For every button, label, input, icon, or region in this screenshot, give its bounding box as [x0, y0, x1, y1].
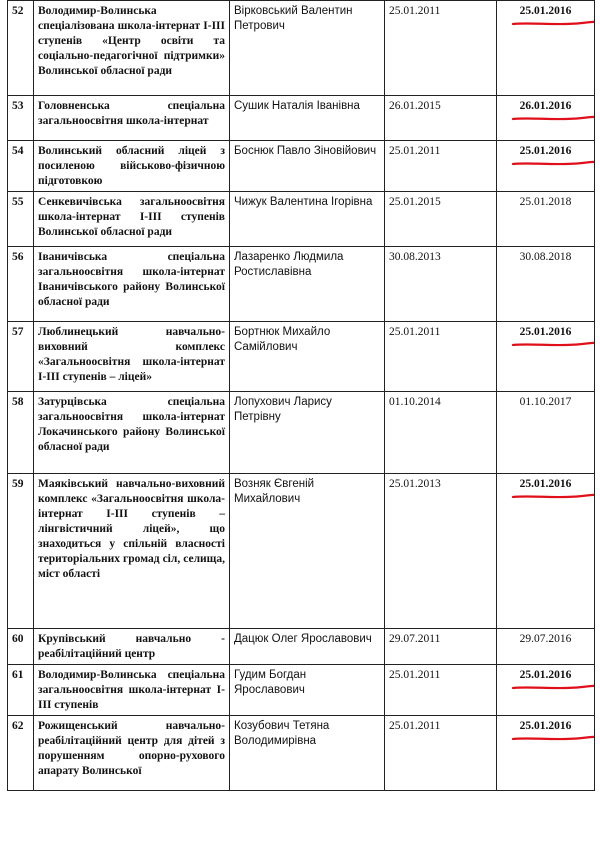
start-date-text: 25.01.2011	[389, 5, 441, 17]
end-date-cell	[497, 247, 595, 322]
table-row	[8, 192, 595, 247]
start-date-text: 30.08.2013	[389, 251, 441, 263]
director-cell	[230, 141, 385, 192]
table-row	[8, 474, 595, 629]
end-date-value	[520, 144, 572, 159]
director-text: Сушик Наталія Іванівна	[234, 100, 360, 112]
institution-text: Володимир-Волинська спеціальна загальноосвітня школа-інтернат І-ІІІ ступенів	[38, 669, 225, 711]
director-cell	[230, 392, 385, 474]
row-number-cell	[8, 322, 34, 392]
institution-text: Головненська спеціальна загальноосвітня школа-інтернат	[38, 100, 225, 127]
start-date-text: 25.01.2011	[389, 669, 441, 681]
start-date-cell	[385, 96, 497, 141]
table-row	[8, 1, 595, 96]
institution-text: Володимир-Волинська спеціалізована школа-інтернат І-ІІІ ступенів «Центр освіти та соціально-педагогічної підтримки» Волинської обласної ради	[38, 5, 225, 77]
registry-table	[7, 0, 595, 791]
director-text: Чижук Валентина Ігорівна	[234, 196, 373, 208]
start-date-text: 25.01.2011	[389, 145, 441, 157]
red-underline-mark	[512, 734, 582, 742]
director-text: Гудим Богдан Ярославович	[234, 669, 307, 696]
start-date-cell	[385, 1, 497, 96]
director-cell	[230, 247, 385, 322]
start-date-cell	[385, 192, 497, 247]
institution-text: Волинський обласний ліцей з посиленою військово-фізичною підготовкою	[38, 145, 225, 187]
institution-cell	[34, 247, 230, 322]
end-date-text: 25.01.2016	[519, 145, 572, 157]
end-date-text: 25.01.2018	[519, 196, 572, 208]
director-cell	[230, 1, 385, 96]
institution-cell	[34, 1, 230, 96]
start-date-cell	[385, 665, 497, 716]
start-date-text: 01.10.2014	[389, 396, 441, 408]
table-row	[8, 322, 595, 392]
end-date-value	[520, 477, 572, 492]
end-date-cell	[497, 1, 595, 96]
row-number-text: 54	[12, 145, 24, 157]
red-underline-mark	[512, 114, 582, 122]
end-date-value	[520, 99, 572, 114]
institution-text: Сенкевичівська загальноосвітня школа-інтернат І-ІІІ ступенів Волинської обласної ради	[38, 196, 225, 238]
start-date-cell	[385, 716, 497, 791]
row-number-text: 59	[12, 478, 24, 490]
start-date-text: 29.07.2011	[389, 633, 441, 645]
table-row	[8, 665, 595, 716]
director-text: Лазаренко Людмила Ростиславівна	[234, 251, 344, 278]
table-row	[8, 247, 595, 322]
row-number-text: 56	[12, 251, 24, 263]
red-underline-mark	[512, 340, 582, 348]
table-row	[8, 141, 595, 192]
row-number-cell	[8, 665, 34, 716]
end-date-text: 25.01.2016	[519, 720, 572, 732]
institution-text: Крупівський навчально - реабілітаційний центр	[38, 633, 225, 660]
director-text: Бортнюк Михайло Самійлович	[234, 326, 331, 353]
start-date-cell	[385, 141, 497, 192]
red-underline-mark	[512, 492, 582, 500]
table-row	[8, 392, 595, 474]
table-row	[8, 629, 595, 665]
end-date-value	[520, 195, 572, 210]
institution-cell	[34, 665, 230, 716]
row-number-text: 55	[12, 196, 24, 208]
row-number-text: 60	[12, 633, 24, 645]
institution-cell	[34, 322, 230, 392]
row-number-cell	[8, 247, 34, 322]
row-number-cell	[8, 1, 34, 96]
start-date-text: 25.01.2013	[389, 478, 441, 490]
end-date-text: 29.07.2016	[519, 633, 572, 645]
start-date-text: 25.01.2015	[389, 196, 441, 208]
director-cell	[230, 665, 385, 716]
institution-text: Маяківський навчально-виховний комплекс «Загальноосвітня школа-інтернат І-ІІІ ступенів – лінгвістичний ліцей», що знаходиться у спільній власності територіальних громад сіл, селища, міст області	[38, 478, 225, 580]
registry-table-body	[8, 1, 595, 791]
row-number-text: 61	[12, 669, 24, 681]
director-cell	[230, 96, 385, 141]
director-text: Боснюк Павло Зіновійович	[234, 145, 377, 157]
institution-cell	[34, 392, 230, 474]
row-number-cell	[8, 392, 34, 474]
red-underline-mark	[512, 159, 582, 167]
end-date-text: 30.08.2018	[519, 251, 572, 263]
row-number-text: 57	[12, 326, 24, 338]
row-number-cell	[8, 96, 34, 141]
institution-text: Рожищенський навчально-реабілітаційний центр для дітей з порушенням опорно-рухового апарату Волинської	[38, 720, 225, 777]
end-date-text: 25.01.2016	[519, 5, 572, 17]
table-row	[8, 716, 595, 791]
director-text: Вірковський Валентин Петрович	[234, 5, 353, 32]
end-date-text: 25.01.2016	[519, 326, 572, 338]
end-date-value	[520, 632, 572, 647]
end-date-cell	[497, 141, 595, 192]
director-text: Козубович Тетяна Володимирівна	[234, 720, 330, 747]
director-cell	[230, 322, 385, 392]
row-number-cell	[8, 629, 34, 665]
end-date-value	[520, 4, 572, 19]
end-date-value	[520, 668, 572, 683]
start-date-cell	[385, 392, 497, 474]
director-cell	[230, 716, 385, 791]
institution-cell	[34, 141, 230, 192]
end-date-value	[520, 325, 572, 340]
institution-cell	[34, 192, 230, 247]
row-number-cell	[8, 716, 34, 791]
institution-cell	[34, 96, 230, 141]
director-cell	[230, 474, 385, 629]
end-date-cell	[497, 665, 595, 716]
end-date-cell	[497, 96, 595, 141]
institution-cell	[34, 629, 230, 665]
director-text: Лопухович Ларису Петрівну	[234, 396, 332, 423]
end-date-cell	[497, 474, 595, 629]
end-date-value	[520, 395, 572, 410]
start-date-cell	[385, 474, 497, 629]
end-date-text: 25.01.2016	[519, 669, 572, 681]
end-date-cell	[497, 629, 595, 665]
end-date-text: 26.01.2016	[519, 100, 572, 112]
institution-text: Затурцівська спеціальна загальноосвітня школа-інтернат Локачинського району Волинської обласної ради	[38, 396, 225, 453]
institution-cell	[34, 474, 230, 629]
row-number-cell	[8, 474, 34, 629]
start-date-text: 25.01.2011	[389, 326, 441, 338]
start-date-cell	[385, 322, 497, 392]
red-underline-mark	[512, 683, 582, 691]
start-date-text: 26.01.2015	[389, 100, 441, 112]
row-number-cell	[8, 192, 34, 247]
row-number-text: 53	[12, 100, 24, 112]
end-date-text: 01.10.2017	[519, 396, 572, 408]
end-date-value	[520, 250, 572, 265]
start-date-cell	[385, 629, 497, 665]
end-date-cell	[497, 392, 595, 474]
director-cell	[230, 192, 385, 247]
director-text: Дацюк Олег Ярославович	[234, 633, 372, 645]
table-row	[8, 96, 595, 141]
end-date-cell	[497, 716, 595, 791]
row-number-cell	[8, 141, 34, 192]
red-underline-mark	[512, 19, 582, 27]
start-date-text: 25.01.2011	[389, 720, 441, 732]
start-date-cell	[385, 247, 497, 322]
end-date-value	[520, 719, 572, 734]
row-number-text: 62	[12, 720, 24, 732]
end-date-cell	[497, 192, 595, 247]
end-date-text: 25.01.2016	[519, 478, 572, 490]
institution-text: Люблинецький навчально-виховний комплекс «Загальноосвітня школа-інтернат І-ІІІ ступенів – ліцей»	[38, 326, 225, 383]
row-number-text: 58	[12, 396, 24, 408]
institution-text: Іваничівська спеціальна загальноосвітня школа-інтернат Іваничівського району Волинської обласної ради	[38, 251, 225, 308]
row-number-text: 52	[12, 5, 24, 17]
institution-cell	[34, 716, 230, 791]
director-cell	[230, 629, 385, 665]
director-text: Возняк Євгеній Михайлович	[234, 478, 315, 505]
end-date-cell	[497, 322, 595, 392]
